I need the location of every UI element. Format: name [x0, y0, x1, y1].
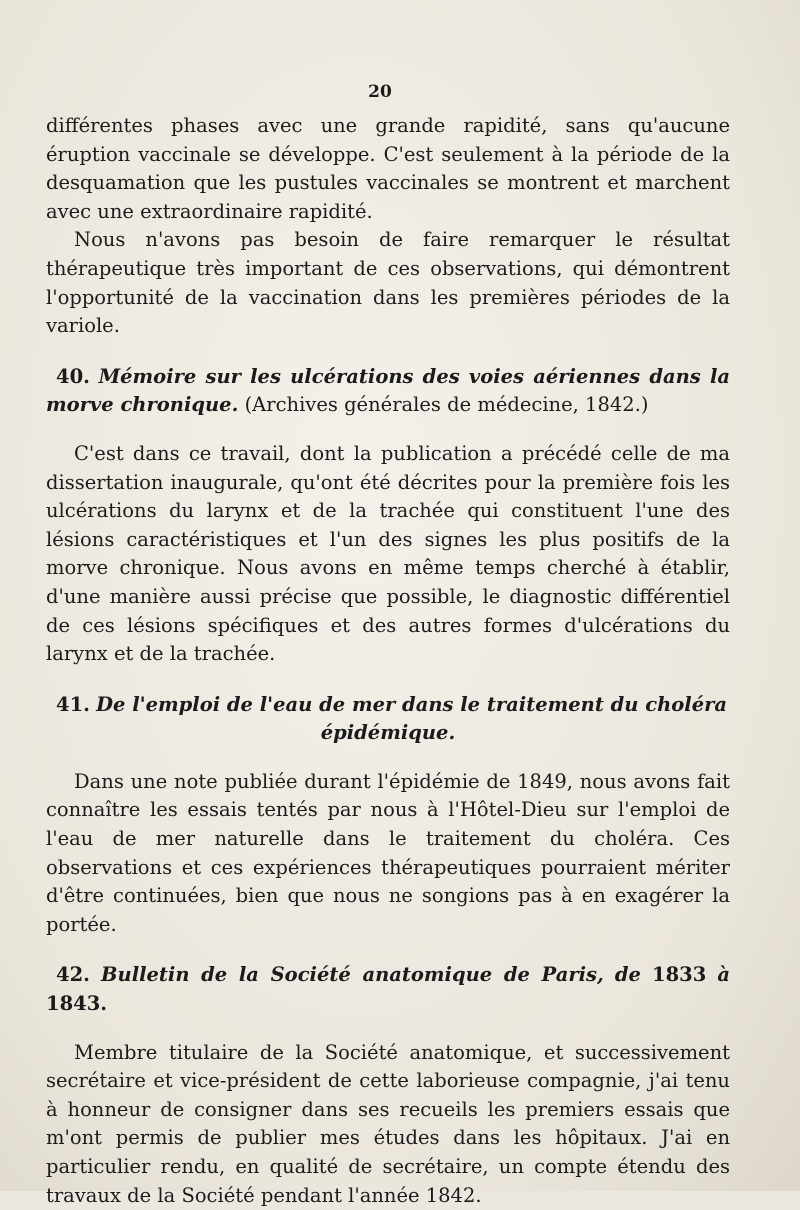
section-41-number: 41. — [56, 692, 90, 716]
section-40-heading — [46, 363, 730, 420]
section-42-year-from: 1833 — [652, 963, 707, 987]
page-body — [46, 112, 730, 1210]
section-40-source: (Archives générales de médecine, 1842.) — [244, 393, 649, 417]
section-40-title: Mémoire sur les ulcérations des voies aériennes dans la morve chronique. — [46, 364, 730, 417]
section-41-body: Dans une note publiée durant l'épidémie de 1849, nous avons fait connaître les essais tentés par nous à l'Hôtel-Dieu sur l'emploi de l'eau de mer naturelle dans le traitement du choléra. Ces observations et ces expériences thérapeutiques pourraient mériter d'être continuées, bien que nous ne songions pas à en exagérer la portée. — [46, 769, 730, 936]
page-number: 20 — [368, 82, 392, 102]
section-41-title-line2: épidémique. — [320, 721, 456, 745]
paragraph-39-conclusion: Nous n'avons pas besoin de faire remarquer le résultat thérapeutique très important de ces observations, qui démontrent l'opportunité de la vaccination dans les premières périodes de la variole. — [46, 228, 730, 338]
paragraph-39-continuation: différentes phases avec une grande rapidité, sans qu'aucune éruption vaccinale se développe. C'est seulement à la période de la desquamation que les pustules vaccinales se montrent et marchent avec une extraordinaire rapidité. — [46, 114, 730, 223]
section-41-title-line1: De l'emploi de l'eau de mer dans le traitement du choléra — [96, 692, 728, 716]
section-42-body: Membre titulaire de la Société anatomique, et successivement secrétaire et vice-président de cette laborieuse compagnie, j'ai tenu à honneur de consigner dans ses recueils les premiers essais que m'ont permis de publier mes études dans les hôpitaux. J'ai en particulier rendu, en qualité de secrétaire, un compte étendu des travaux de la Société pendant l'année 1842. — [46, 1040, 730, 1207]
section-40-number: 40. — [56, 364, 90, 388]
section-42-number: 42. — [56, 963, 90, 987]
section-42-title-a: à — [717, 963, 731, 987]
section-42-title-de: de — [614, 963, 641, 987]
section-42-heading — [46, 961, 730, 1018]
section-42-title: Bulletin de la Société anatomique de Paris, — [101, 963, 604, 987]
section-40-body: C'est dans ce travail, dont la publication a précédé celle de ma dissertation inaugurale, qu'ont été décrites pour la première fois les ulcérations du larynx et de la trachée qui constituent l'une des lésions caractéristiques et l'un des signes les plus positifs de la morve chronique. Nous avons en même temps cherché à établir, d'une manière aussi précise que possible, le diagnostic différentiel de ces lésions spécifiques et des autres formes d'ulcérations du larynx et de la trachée. — [46, 441, 730, 666]
section-41-heading — [46, 691, 730, 748]
section-42-year-to: 1843. — [46, 992, 108, 1016]
